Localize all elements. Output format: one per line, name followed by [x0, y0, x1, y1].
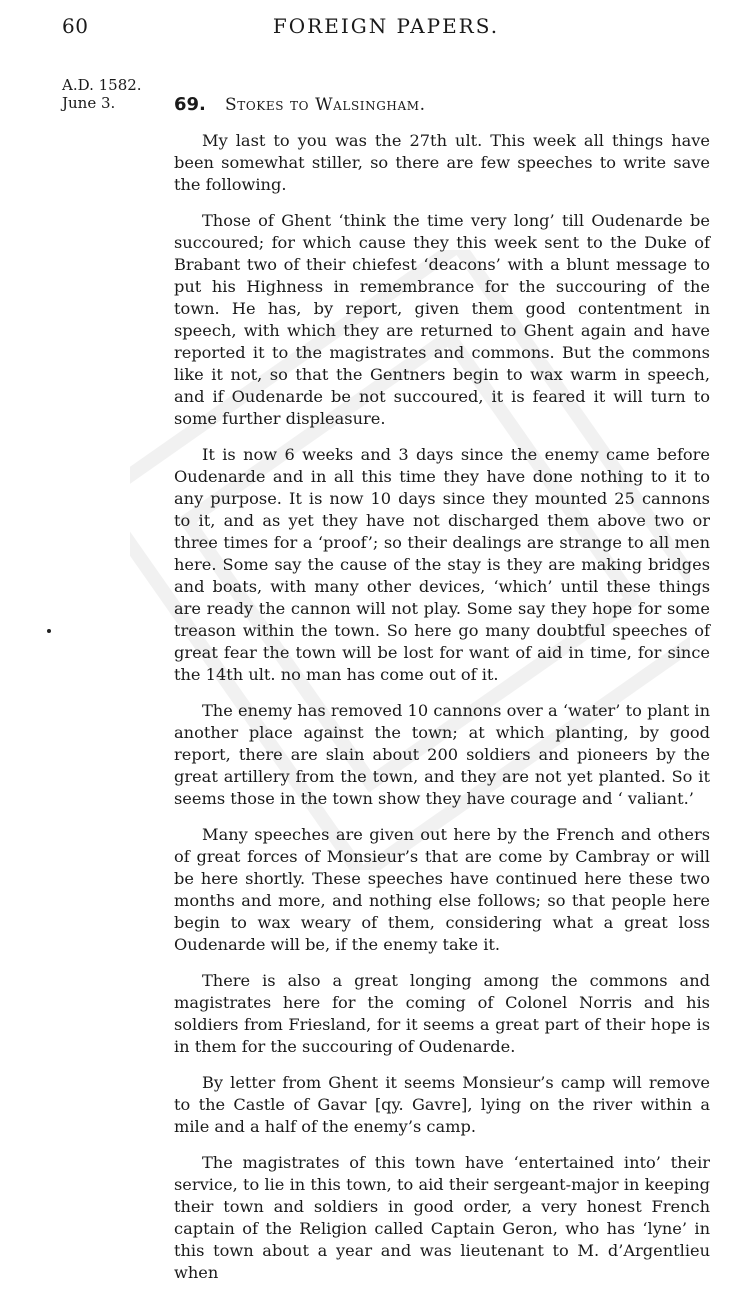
- margin-year: A.D. 1582.: [62, 76, 142, 94]
- paragraph: Those of Ghent ‘think the time very long’ till Oudenarde be succoured; for which cause they this week sent to the Duke of Brabant two of their chiefest ‘deacons’ with a blunt message to put his Highness in remembrance for the succouring of the town. He has, by report, given them good contentment in speech, with which they are returned to Ghent again and have reported it to the magistrates and commons. But the commons like it not, so that the Gentners begin to wax warm in speech, and if Oudenarde be not succoured, it is feared it will turn to some further displeasure.: [174, 211, 710, 428]
- paragraph: By letter from Ghent it seems Monsieur’s camp will remove to the Castle of Gavar [qy. Gavre], lying on the river within a mile and a half of the enemy’s camp.: [174, 1073, 710, 1136]
- paragraph: It is now 6 weeks and 3 days since the enemy came before Oudenarde and in all this time they have done nothing to it to any purpose. It is now 10 days since they mounted 25 cannons to it, and as yet they have not discharged them above two or three times for a ‘proof’; so their dealings are strange to all men here. Some say the cause of the stay is they are making bridges and boats, with many other devices, ‘which’ until these things are ready the cannon will not play. Some say they hope for some treason within the town. So here go many doubtful speeches of great fear the town will be lost for want of aid in time, for since the 14th ult. no man has come out of it.: [174, 445, 710, 684]
- paragraph: The magistrates of this town have ‘entertained into’ their service, to lie in this town, to aid their sergeant-major in keeping their town and soldiers in good order, a very honest French captain of the Religion called Captain Geron, who has ‘lyne’ in this town about a year and was lieutenant to M. d’Argentlieu when: [174, 1153, 710, 1282]
- paragraph: The enemy has removed 10 cannons over a ‘water’ to plant in another place against the town; at which planting, by good report, there are slain about 200 soldiers and pioneers by the great artillery from the town, and they are not yet planted. So it seems those in the town show they have courage and ‘ valiant.’: [174, 701, 710, 808]
- page-header: [62, 14, 710, 44]
- paragraph: Many speeches are given out here by the French and others of great forces of Monsieur’s that are come by Cambray or will be here shortly. These speeches have continued here these two months and more, and nothing else follows; so that people here begin to wax weary of them, considering what a great loss Oudenarde will be, if the enemy take it.: [174, 825, 710, 954]
- running-title: FOREIGN PAPERS.: [272, 14, 500, 38]
- margin-dot: [47, 629, 51, 633]
- margin-date: [62, 76, 172, 112]
- paragraph: There is also a great longing among the commons and magistrates here for the coming of Colonel Norris and his soldiers from Friesland, for it seems a great part of their hope is in them for the succouring of Oudenarde.: [174, 971, 710, 1056]
- paragraph: My last to you was the 27th ult. This week all things have been somewhat stiller, so there are few speeches to write save the following.: [174, 131, 710, 194]
- margin-day: June 3.: [62, 94, 116, 112]
- page-number: 60: [62, 14, 89, 38]
- entry-title: Stokes to Walsingham.: [224, 95, 426, 115]
- entry-heading: [174, 94, 426, 115]
- entry-body: [174, 130, 710, 1298]
- entry-number: 69.: [174, 94, 206, 115]
